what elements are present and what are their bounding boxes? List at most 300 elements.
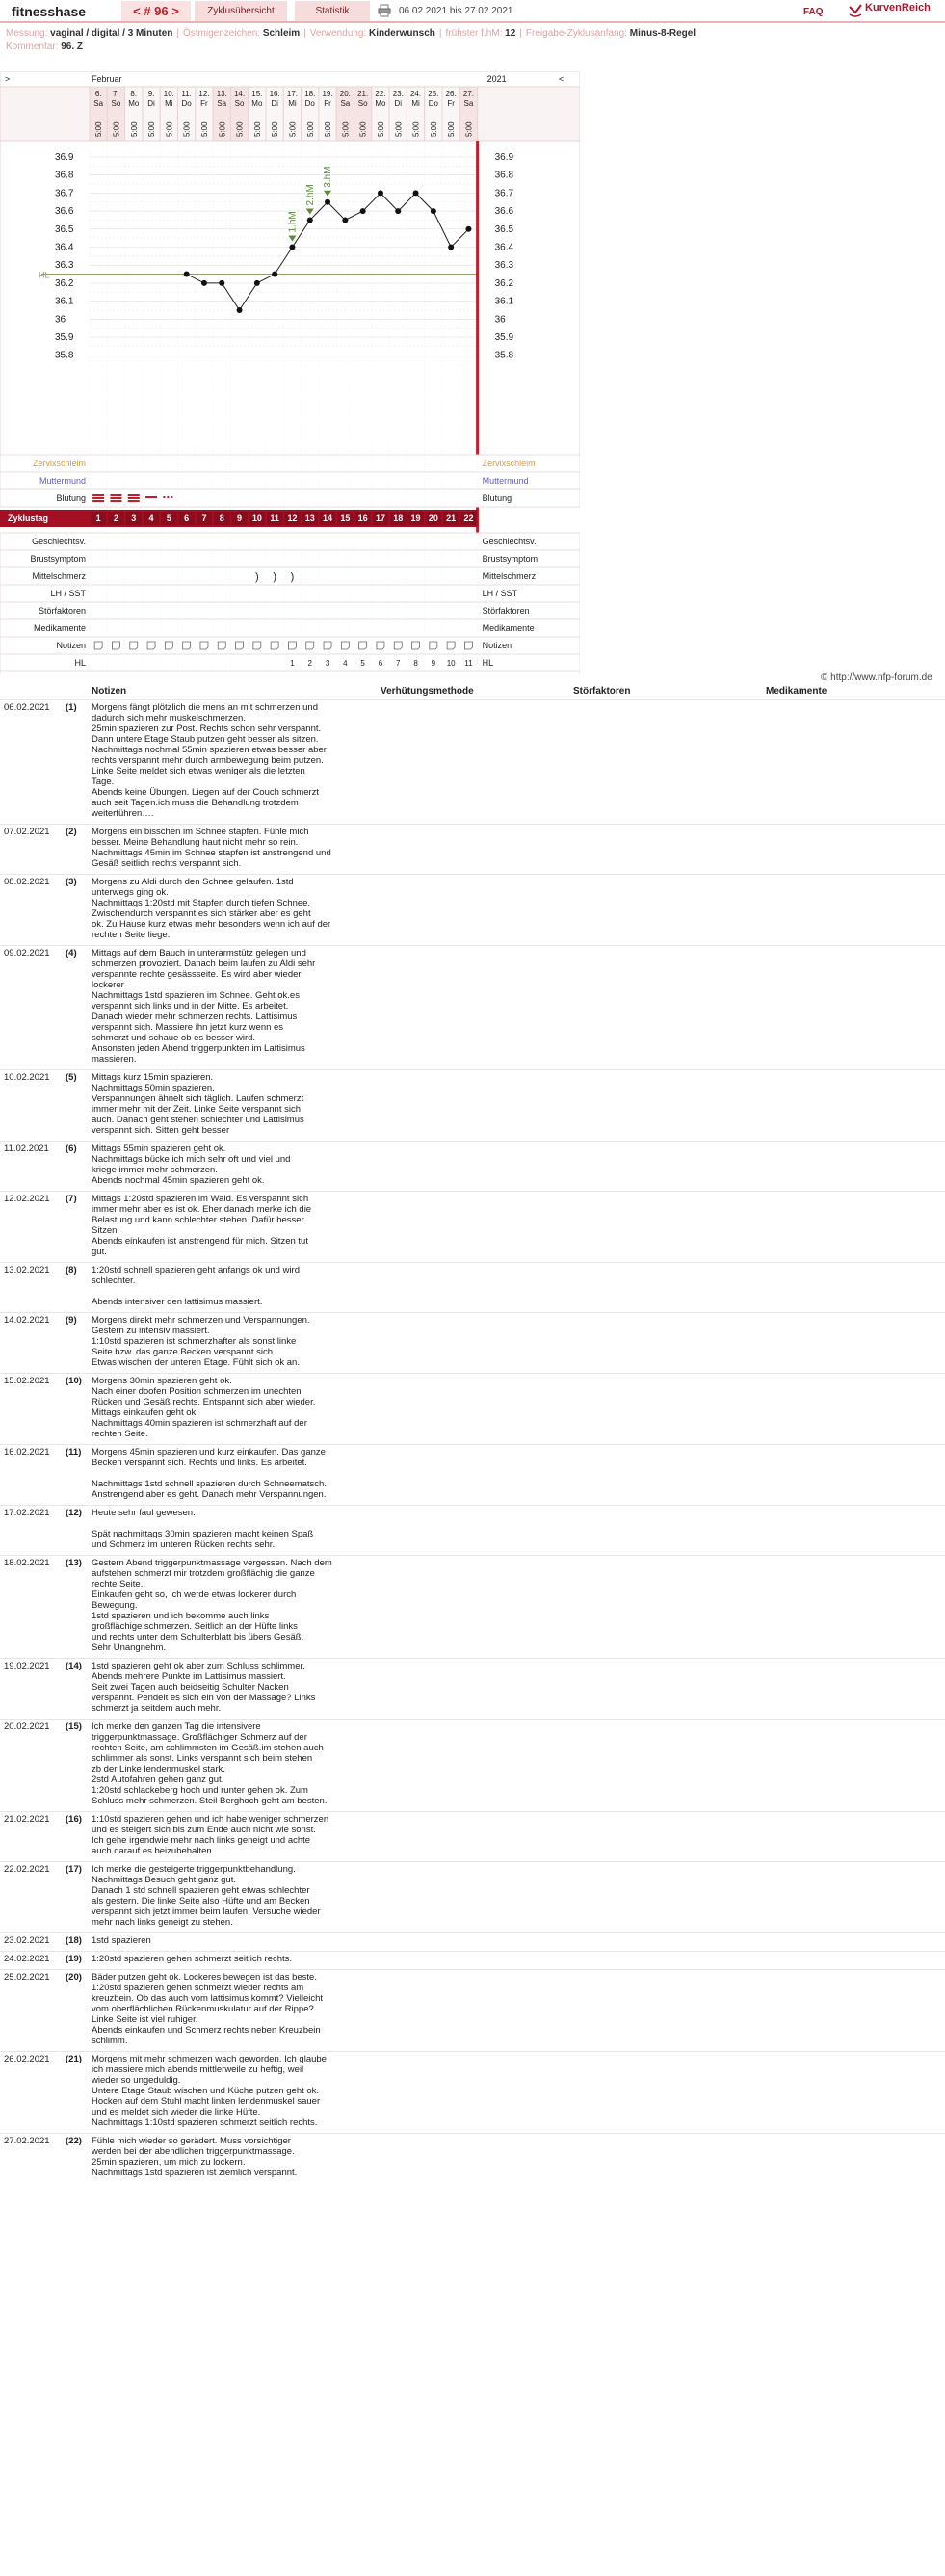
day-weekday: Sa	[340, 99, 351, 108]
day-weekday: Mi	[165, 99, 173, 108]
temperature-point	[395, 208, 401, 214]
notes-header-medi: Medikamente	[766, 686, 827, 697]
hl-number: 4	[343, 659, 348, 668]
note-day-number: (15)	[66, 1722, 82, 1732]
day-weekday: Mo	[375, 99, 386, 108]
zyklustag-number: 15	[340, 513, 351, 523]
note-day-number: (11)	[66, 1447, 82, 1458]
y-tick-left: 36.1	[55, 296, 74, 307]
day-time: 5:00	[182, 121, 192, 137]
day-weekday: So	[111, 99, 121, 108]
temperature-point	[465, 226, 471, 232]
zyklustag-number: 17	[375, 513, 385, 523]
row-label-right-notizen: Notizen	[482, 641, 512, 650]
note-day-number: (13)	[66, 1558, 82, 1568]
tab-statistik[interactable]: Statistik	[295, 1, 370, 21]
day-weekday: Di	[394, 99, 403, 108]
day-number: 25.	[428, 90, 439, 98]
hm-marker-label: 1.hM	[287, 211, 299, 233]
day-number: 14.	[233, 90, 246, 98]
temperature-point	[254, 280, 260, 286]
bleeding-mark	[145, 496, 157, 498]
day-time: 5:00	[324, 121, 333, 137]
note-date: 09.02.2021	[4, 948, 50, 959]
bleeding-mark	[110, 500, 121, 502]
bleeding-mark	[92, 497, 104, 499]
note-row	[0, 1312, 945, 1373]
day-number: 11.	[181, 90, 192, 98]
note-date: 11.02.2021	[4, 1143, 49, 1154]
y-tick-left: 36.6	[55, 206, 74, 218]
note-icon	[130, 642, 138, 649]
bleeding-mark	[163, 496, 165, 498]
tab-zyklusuebersicht[interactable]: Zyklusübersicht	[195, 1, 287, 21]
y-tick-right: 36.3	[494, 260, 514, 272]
row-label-right-mittelschmerz: Mittelschmerz	[482, 571, 537, 581]
note-date: 07.02.2021	[4, 827, 50, 837]
brand-name[interactable]: KurvenReich	[865, 2, 931, 13]
day-time: 5:00	[147, 121, 157, 137]
zyklustag-number: 8	[219, 513, 224, 523]
note-text: Mittags kurz 15min spazieren. Nachmittags 50min spazieren. Verspannungen ähnelt sich täglich. Laufen schmerzt immer mehr mit der Zeit. Linke Seite verspannt sich auch. Danach geht stehen schlechter und Lattisimus verspannt sich. Sitten geht besser	[92, 1072, 304, 1136]
day-weekday: Fr	[324, 99, 331, 108]
day-number: 17.	[286, 90, 299, 98]
year-label: 2021	[486, 74, 507, 84]
faq-link[interactable]: FAQ	[803, 7, 824, 17]
note-day-number: (21)	[66, 2054, 82, 2064]
note-day-number: (12)	[66, 1508, 82, 1518]
row-label-left-geschlechtsv: Geschlechtsv.	[32, 537, 86, 546]
note-date: 27.02.2021	[4, 2136, 50, 2146]
y-tick-right: 36.8	[494, 170, 514, 181]
print-icon[interactable]	[378, 4, 391, 17]
row-label-left-zervix: Zervixschleim	[32, 459, 86, 468]
info-line-2: Kommentar: 96. Z	[6, 41, 84, 52]
note-date: 06.02.2021	[4, 702, 50, 713]
note-day-number: (10)	[66, 1376, 82, 1386]
y-tick-right: 36.6	[494, 206, 514, 218]
temperature-point	[201, 280, 207, 286]
note-icon	[464, 642, 472, 649]
hl-number: 9	[431, 659, 436, 668]
prev-arrow: >	[5, 74, 11, 84]
temperature-point	[219, 280, 224, 286]
y-tick-left: 36.7	[55, 188, 74, 199]
zyklustag-number: 1	[95, 513, 101, 523]
row-label-left-brustsymptom: Brustsymptom	[30, 554, 86, 564]
note-text: Heute sehr faul gewesen. Spät nachmittags 30min spazieren macht keinen Spaß und Schmerz im unteren Rücken rechts sehr.	[92, 1508, 314, 1550]
day-time: 5:00	[165, 121, 174, 137]
note-text: Morgens fängt plötzlich die mens an mit schmerzen und dadurch sich mehr muskelschmerzen. 25min spazieren zur Post. Rechts schon sehr verspannt. Dann untere Etage Staub putzen geht besser als sitzen. Nachmittags nochmal 55min spazieren etwas besser aber rechts verspannt mehr durch armbewegung beim putzen. Linke Seite meldet sich etwas weniger als die letzten Tage. Abends keine Übungen. Liegen auf der Couch schmerzt auch seit Tagen.ich muss die Behandlung trotzdem weiterführen….	[92, 702, 327, 819]
hm-marker-label: 3.hM	[323, 166, 334, 188]
month-label: Februar	[92, 74, 122, 84]
mittelschmerz-mark: )	[255, 571, 259, 583]
day-time: 5:00	[358, 121, 368, 137]
note-icon	[183, 642, 191, 649]
note-day-number: (19)	[66, 1954, 82, 1964]
day-weekday: Do	[181, 99, 192, 108]
zyklustag-number: 4	[148, 513, 154, 523]
note-row	[0, 1191, 945, 1262]
row-label-right-blutung: Blutung	[482, 493, 512, 503]
day-number: 22.	[375, 90, 386, 98]
zyklustag-number: 3	[131, 513, 137, 523]
day-time: 5:00	[411, 121, 421, 137]
note-day-number: (6)	[66, 1143, 77, 1154]
zyklustag-number: 21	[446, 513, 457, 523]
note-date: 13.02.2021	[4, 1265, 50, 1275]
note-text: Morgens mit mehr schmerzen wach geworden. Ich glaube ich massiere mich abends mittlerweile zu heftig, weil wieder so ungeduldig. Untere Etage Staub wischen und Küche putzen geht ok. Hocken auf dem Stuhl macht linken lendenmuskel sauer und es meldet sich wieder die linke Hüfte. Nachmittags 1:10std spazieren schmerzt seitlich rechts.	[92, 2054, 327, 2128]
hl-number: 5	[360, 659, 365, 668]
note-icon	[253, 642, 261, 649]
day-time: 5:00	[394, 121, 404, 137]
note-day-number: (3)	[66, 877, 77, 887]
note-date: 14.02.2021	[4, 1315, 50, 1326]
note-date: 25.02.2021	[4, 1972, 50, 1983]
note-text: Morgens 30min spazieren geht ok. Nach einer doofen Position schmerzen im unechten Rücken und Gesäß rechts. Entspannt sich aber wieder. Mittags einkaufen geht ok. Nachmittags 40min spazieren ist schmerzhaft auf der rechten Seite.	[92, 1376, 316, 1439]
note-text: 1:20std schnell spazieren geht anfangs ok und wird schlechter. Abends intensiver den lattisimus massiert.	[92, 1265, 300, 1307]
day-weekday: Mi	[288, 99, 297, 108]
note-row	[0, 1373, 945, 1444]
temperature-point	[237, 307, 243, 313]
note-icon	[94, 642, 102, 649]
day-number: 21.	[357, 90, 369, 98]
zyklustag-number: 20	[428, 513, 438, 523]
note-day-number: (22)	[66, 2136, 82, 2146]
next-arrow: <	[559, 74, 564, 84]
note-text: Gestern Abend triggerpunktmassage vergessen. Nach dem aufstehen schmerzt mir trotzdem großflächig die ganze rechte Seite. Einkaufen geht so, ich werde etwas lockerer durch Bewegung. 1std spazieren und ich bekomme auch links großflächige schmerzen. Seitlich an der Hüfte links und rechts unter dem Schulterblatt bis übers Gesäß. Sehr Unangnehm.	[92, 1558, 332, 1653]
note-text: Morgens zu Aldi durch den Schnee gelaufen. 1std unterwegs ging ok. Nachmittags 1:20std mit Stapfen durch tiefen Schnee. Zwischendurch verspannt es sich stärker aber es geht ok. Zu Hause kurz etwas mehr besonders wenn ich auf der rechten Seite liege.	[92, 877, 331, 940]
day-time: 5:00	[271, 121, 280, 137]
day-time: 5:00	[252, 121, 262, 137]
temperature-point	[325, 199, 330, 205]
row-band-ssw	[0, 671, 580, 674]
note-row	[0, 1932, 945, 1951]
mittelschmerz-mark: )	[290, 571, 295, 583]
mittelschmerz-mark: )	[273, 571, 276, 583]
copyright: © http://www.nfp-forum.de	[821, 672, 932, 683]
kurvenreich-logo-icon	[848, 3, 863, 18]
note-day-number: (20)	[66, 1972, 82, 1983]
zyklustag-number: 16	[357, 513, 368, 523]
row-label-left-hl: HL	[74, 658, 86, 668]
note-icon	[200, 642, 208, 649]
note-date: 19.02.2021	[4, 1661, 50, 1671]
row-label-left-medikamente: Medikamente	[33, 623, 86, 633]
note-row	[0, 1262, 945, 1312]
temperature-point	[448, 245, 454, 250]
note-icon	[324, 642, 331, 649]
note-day-number: (7)	[66, 1194, 77, 1204]
y-tick-right: 36.7	[494, 188, 514, 199]
row-label-left-mittelschmerz: Mittelschmerz	[32, 571, 86, 581]
day-time: 5:00	[305, 121, 315, 137]
row-label-right-zervix: Zervixschleim	[482, 459, 536, 468]
note-row	[0, 1069, 945, 1141]
day-weekday: Sa	[93, 99, 104, 108]
note-text: Bäder putzen geht ok. Lockeres bewegen ist das beste. 1:20std spazieren gehen schmerzt wieder rechts am kreuzbein. Ob das auch vom lattisimus kommt? Vielleicht vom oberflächlichen Rückenmuskulatur auf der Rippe? Linke Seite ist viel ruhiger. Abends einkaufen und Schmerz rechts neben Kreuzbein schlimm.	[92, 1972, 324, 2046]
bleeding-mark	[128, 494, 140, 496]
row-label-right-medikamente: Medikamente	[482, 623, 535, 633]
temperature-point	[413, 190, 419, 196]
day-time: 5:00	[288, 121, 298, 137]
notes-header-verhuetung: Verhütungsmethode	[381, 686, 474, 697]
note-icon	[430, 642, 437, 649]
day-number: 13.	[216, 90, 227, 98]
note-date: 24.02.2021	[4, 1954, 50, 1964]
day-time: 5:00	[112, 121, 121, 137]
y-tick-left: 36.5	[55, 223, 74, 235]
note-row	[0, 2133, 945, 2183]
zyklustag-number: 2	[113, 513, 118, 523]
note-text: 1:20std spazieren gehen schmerzt seitlich rechts.	[92, 1954, 293, 1964]
day-number: 9.	[147, 90, 155, 98]
note-row	[0, 2051, 945, 2133]
note-day-number: (14)	[66, 1661, 82, 1671]
zyklustag-number: 22	[463, 513, 474, 523]
note-text: 1std spazieren	[92, 1935, 151, 1946]
note-day-number: (5)	[66, 1072, 77, 1083]
day-weekday: Mi	[411, 99, 420, 108]
note-date: 08.02.2021	[4, 877, 50, 887]
zyklustag-number: 6	[184, 513, 190, 523]
y-tick-left: 36.8	[55, 170, 74, 181]
day-weekday: Fr	[447, 99, 455, 108]
note-date: 18.02.2021	[4, 1558, 50, 1568]
day-number: 6.	[94, 90, 102, 98]
y-tick-left: 36	[55, 314, 66, 326]
y-tick-left: 36.3	[55, 260, 74, 272]
bleeding-mark	[167, 496, 169, 498]
temperature-point	[272, 272, 277, 277]
y-tick-right: 36.2	[494, 277, 514, 289]
day-number: 18.	[304, 90, 316, 98]
note-row	[0, 1444, 945, 1505]
row-label-left-stoerfaktoren: Störfaktoren	[38, 606, 86, 616]
note-day-number: (18)	[66, 1935, 82, 1946]
note-row	[0, 1861, 945, 1932]
top-bar	[0, 0, 945, 23]
day-time: 5:00	[464, 121, 474, 137]
row-label-right-geschlechtsv: Geschlechtsv.	[482, 537, 537, 546]
temperature-point	[184, 272, 190, 277]
day-number: 10.	[163, 90, 174, 98]
plot-area	[0, 141, 580, 455]
bleeding-mark	[110, 494, 121, 496]
row-label-right-muttermund: Muttermund	[482, 476, 529, 486]
day-weekday: Sa	[463, 99, 474, 108]
y-tick-left: 35.8	[55, 350, 74, 361]
zyklustag-number: 10	[251, 513, 262, 523]
y-tick-left: 35.9	[55, 332, 74, 343]
note-icon	[271, 642, 278, 649]
day-time: 5:00	[376, 121, 385, 137]
note-icon	[306, 642, 314, 649]
zyklustag-number: 11	[270, 513, 279, 523]
note-icon	[447, 642, 455, 649]
bleeding-mark	[92, 494, 104, 496]
y-tick-right: 35.9	[494, 332, 514, 343]
hl-number: 6	[378, 659, 383, 668]
day-time: 5:00	[235, 121, 245, 137]
temperature-point	[307, 217, 313, 223]
row-label-right-stoerfaktoren: Störfaktoren	[482, 606, 530, 616]
notes-header-notizen: Notizen	[92, 686, 127, 697]
day-weekday: So	[234, 99, 245, 108]
note-text: Fühle mich wieder so gerädert. Muss vorsichtiger werden bei der abendlichen triggerpunktmassage. 25min spazieren, um mich zu lockern. Nachmittags 1std spazieren ist ziemlich verspannt.	[92, 2136, 298, 2178]
day-time: 5:00	[429, 121, 438, 137]
day-number: 16.	[269, 90, 280, 98]
hl-number: 1	[290, 659, 295, 668]
day-number: 7.	[113, 90, 119, 98]
bleeding-mark	[92, 500, 104, 502]
day-time: 5:00	[341, 121, 351, 137]
hl-number: 7	[396, 659, 401, 668]
y-tick-right: 36.4	[494, 242, 514, 253]
bleeding-mark	[128, 497, 140, 499]
zyklustag-number: 9	[237, 513, 243, 523]
note-row	[0, 1719, 945, 1811]
y-tick-left: 36.9	[55, 152, 74, 163]
note-row	[0, 945, 945, 1069]
cycle-navigator[interactable]: < # 96 >	[121, 1, 191, 21]
zyklustag-number: 12	[287, 513, 298, 523]
bleeding-mark	[128, 500, 140, 502]
note-icon	[377, 642, 384, 649]
note-icon	[341, 642, 349, 649]
hl-number: 8	[413, 659, 418, 668]
note-row	[0, 1811, 945, 1861]
day-weekday: So	[357, 99, 368, 108]
note-date: 26.02.2021	[4, 2054, 50, 2064]
row-label-right-brustsymptom: Brustsymptom	[482, 554, 538, 564]
day-number: 12.	[198, 90, 210, 98]
day-weekday: Do	[304, 99, 315, 108]
day-weekday: Fr	[200, 99, 208, 108]
note-icon	[236, 642, 244, 649]
note-date: 16.02.2021	[4, 1447, 50, 1458]
note-icon	[288, 642, 296, 649]
note-icon	[359, 642, 367, 649]
note-date: 20.02.2021	[4, 1722, 50, 1732]
note-day-number: (1)	[66, 702, 77, 713]
zyklustag-label: Zyklustag	[8, 513, 49, 523]
note-icon	[412, 642, 420, 649]
note-row	[0, 1555, 945, 1658]
note-day-number: (9)	[66, 1315, 77, 1326]
row-label-right-hl: HL	[482, 658, 494, 668]
day-number: 26.	[445, 90, 457, 98]
notes-header-stoer: Störfaktoren	[573, 686, 631, 697]
hl-number: 3	[325, 659, 330, 668]
day-time: 5:00	[218, 121, 227, 137]
row-label-left-lhsst: LH / SST	[50, 589, 86, 598]
y-tick-right: 36.1	[494, 296, 514, 307]
note-date: 12.02.2021	[4, 1194, 50, 1204]
note-row	[0, 1141, 945, 1191]
temperature-point	[378, 190, 383, 196]
note-row	[0, 1658, 945, 1719]
note-icon	[112, 642, 119, 649]
note-text: Mittags 55min spazieren geht ok. Nachmittags bücke ich mich sehr oft und viel und kriege immer mehr schmerzen. Abends nochmal 45min spazieren geht ok.	[92, 1143, 291, 1186]
row-label-right-lhsst: LH / SST	[482, 589, 518, 598]
day-time: 5:00	[129, 121, 139, 137]
note-text: Morgens direkt mehr schmerzen und Verspannungen. Gestern zu intensiv massiert. 1:10std spazieren ist schmerzhafter als sonst.linke Seite bzw. das ganze Becken verspannt sich. Etwas wischen der unteren Etage. Fühlt sich ok an.	[92, 1315, 310, 1368]
day-weekday: Di	[271, 99, 278, 108]
row-label-left-muttermund: Muttermund	[39, 476, 86, 486]
note-row	[0, 1505, 945, 1555]
day-number: 24.	[409, 90, 422, 98]
note-day-number: (2)	[66, 827, 77, 837]
temperature-point	[289, 245, 295, 250]
note-date: 23.02.2021	[4, 1935, 50, 1946]
bleeding-mark	[171, 496, 172, 498]
y-tick-right: 36.9	[494, 152, 514, 163]
temperature-point	[431, 208, 436, 214]
info-line-1: Messung: vaginal / digital / 3 Minuten | Östmigenzeichen: Schleim | Verwendung: Kinderwunsch | frühster f.hM: 12 | Freigabe-Zyklusanfang: Minus-8-Regel	[6, 28, 696, 39]
note-icon	[147, 642, 155, 649]
note-text: 1:10std spazieren gehen und ich habe weniger schmerzen und es steigert sich bis zum Ende auch nicht wie sonst. Ich gehe irgendwie mehr nach links geneigt und achte auch darauf es beizubehalten.	[92, 1814, 329, 1856]
hl-number: 2	[307, 659, 312, 668]
day-weekday: Do	[428, 99, 438, 108]
note-text: Mittags auf dem Bauch in unterarmstütz gelegen und schmerzen provoziert. Danach beim laufen zu Aldi sehr verspannte rechte gesässseite. Es wird aber wieder lockerer Nachmittags 1std spazieren im Schnee. Geht ok.es verspannt sich links und in der Mitte. Es arbeitet. Danach wieder mehr schmerzen rechts. Lattisimus verspannt sich. Massiere ihn jetzt kurz wenn es schmerzt und schaue ob es besser wird. Ansonsten jeden Abend triggerpunkten im Lattisimus massieren.	[92, 948, 316, 1065]
note-row	[0, 824, 945, 874]
hl-label: HL	[39, 270, 50, 280]
row-label-left-blutung: Blutung	[56, 493, 86, 503]
day-weekday: Mo	[251, 99, 263, 108]
zyklustag-number: 7	[201, 513, 207, 523]
y-tick-right: 35.8	[494, 350, 514, 361]
note-icon	[165, 642, 172, 649]
chart-svg	[0, 71, 580, 674]
note-date: 10.02.2021	[4, 1072, 50, 1083]
note-text: Morgens ein bisschen im Schnee stapfen. Fühle mich besser. Meine Behandlung haut nicht mehr so rein. Nachmittags 45min im Schnee stapfen ist anstrengend und Gesäß seitlich rechts verspannt sich.	[92, 827, 331, 869]
zyklustag-number: 5	[166, 513, 171, 523]
date-range: 06.02.2021 bis 27.02.2021	[399, 6, 513, 16]
hm-marker-label: 2.hM	[304, 184, 316, 206]
cycle-chart	[0, 71, 580, 674]
temperature-point	[342, 217, 348, 223]
username: fitnesshase	[12, 4, 87, 19]
day-number: 15.	[251, 90, 263, 98]
day-number: 8.	[130, 90, 138, 98]
hl-number: 11	[464, 659, 473, 668]
day-weekday: Sa	[217, 99, 227, 108]
note-text: Morgens 45min spazieren und kurz einkaufen. Das ganze Becken verspannt sich. Rechts und links. Es arbeitet. Nachmittags 1std schnell spazieren durch Schneematsch. Anstrengend aber es geht. Danach mehr Verspannungen.	[92, 1447, 327, 1500]
note-date: 22.02.2021	[4, 1864, 50, 1875]
note-day-number: (16)	[66, 1814, 82, 1825]
day-number: 27.	[462, 90, 475, 98]
row-label-left-notizen: Notizen	[56, 641, 86, 650]
y-tick-right: 36	[494, 314, 506, 326]
note-row	[0, 1951, 945, 1969]
note-text: Ich merke den ganzen Tag die intensivere triggerpunktmassage. Großflächiger Schmerz auf der rechten Seite, am schlimmsten im Gesäß.im stehen auch schlimmer als sonst. Links verspannt sich beim stehen zb der Linke lendenmuskel stark. 2std Autofahren gehen ganz gut. 1:20std schlackeberg hoch und runter gehen ok. Zum Schluss mehr schmerzen. Steil Berghoch geht am besten.	[92, 1722, 328, 1806]
zyklustag-number: 19	[410, 513, 421, 523]
day-number: 19.	[322, 90, 333, 98]
note-text: Ich merke die gesteigerte triggerpunktbehandlung. Nachmittags Besuch geht ganz gut. Danach 1 std schnell spazieren geht etwas schlechter als gestern. Die linke Seite also Hüfte und am Becken verspannt sich jetzt immer beim laufen. Versuche wieder mehr nach links geneigt zu stehen.	[92, 1864, 321, 1928]
zyklustag-number: 13	[304, 513, 315, 523]
y-tick-right: 36.5	[494, 223, 514, 235]
temperature-point	[360, 208, 366, 214]
note-icon	[394, 642, 402, 649]
note-row	[0, 699, 945, 824]
note-text: 1std spazieren geht ok aber zum Schluss schlimmer. Abends mehrere Punkte im Lattisimus massiert. Seit zwei Tagen auch beidseitig Schulter Nacken verspannt. Pendelt es sich ein von der Massage? Links schmerzt ja seitdem auch mehr.	[92, 1661, 316, 1714]
day-number: 20.	[339, 90, 351, 98]
hl-number: 10	[446, 659, 456, 668]
note-day-number: (4)	[66, 948, 77, 959]
note-date: 15.02.2021	[4, 1376, 50, 1386]
note-text: Mittags 1:20std spazieren im Wald. Es verspannt sich immer mehr aber es ist ok. Eher danach merke ich die Belastung und kann schlechter stehen. Dafür besser Sitzen. Abends einkaufen ist anstrengend für mich. Sitzen tut gut.	[92, 1194, 312, 1257]
